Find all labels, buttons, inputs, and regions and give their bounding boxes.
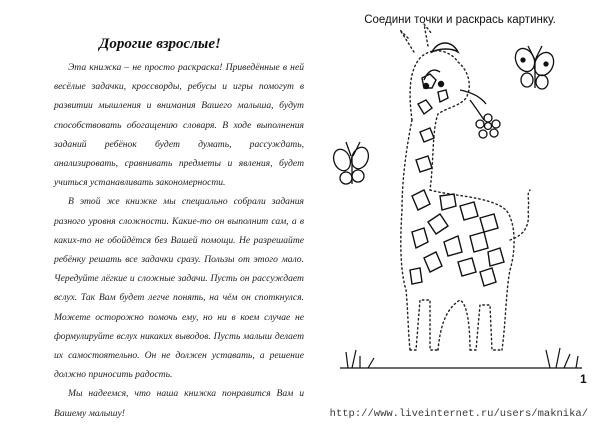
watermark-url: http://www.liveinternet.ru/users/maknika/ [329, 408, 588, 420]
butterfly-icon [331, 142, 372, 184]
giraffe-dot-to-dot [400, 24, 530, 350]
intro-text [54, 58, 304, 423]
paragraph-2: В этой же книжке мы специально собрали задания разного уровня сложности. Какие-то он выполнит сам, а в каких-то не обойдётся без Вашей помощи. Не разрешайте ребёнку решать все задачки сразу. Пользы от этого мало. Чередуйте лёгкие и сложные задачи. Пусть он рассуждает вслух. Так Вам будет легче понять, на чём он споткнулся. Можете осторожно помочь ему, но ни в коем случае не формулируйте вслух никаких выводов. Пусть малыш делает их самостоятельно. Он не должен уставать, а решение должно приносить радость. [54, 196, 304, 381]
giraffe-illustration [320, 0, 600, 424]
page-heading: Дорогие взрослые! [99, 36, 221, 52]
grass [340, 348, 582, 368]
paragraph-1: Эта книжка – не просто раскраска! Приведённые в ней весёлые задачки, кроссворды, ребусы и игры помогут в развитии мышления и внимания Вашего малыша, будут способствовать обогащению словаря. В ходе выполнения заданий ребёнок будет думать, рассуждать, анализировать, сравнивать предметы и явления, будет учиться устанавливать закономерности. [54, 62, 304, 189]
page-number: 1 [580, 372, 587, 386]
right-page [320, 0, 600, 424]
flower-icon [470, 100, 500, 138]
instruction-title: Соедини точки и раскрась картинку. [364, 14, 556, 26]
butterfly-icon [512, 45, 557, 89]
giraffe-spots [410, 74, 504, 286]
paragraph-3: Мы надеемся, что наша книжка понравится Вам и Вашему малышу! [54, 388, 304, 419]
